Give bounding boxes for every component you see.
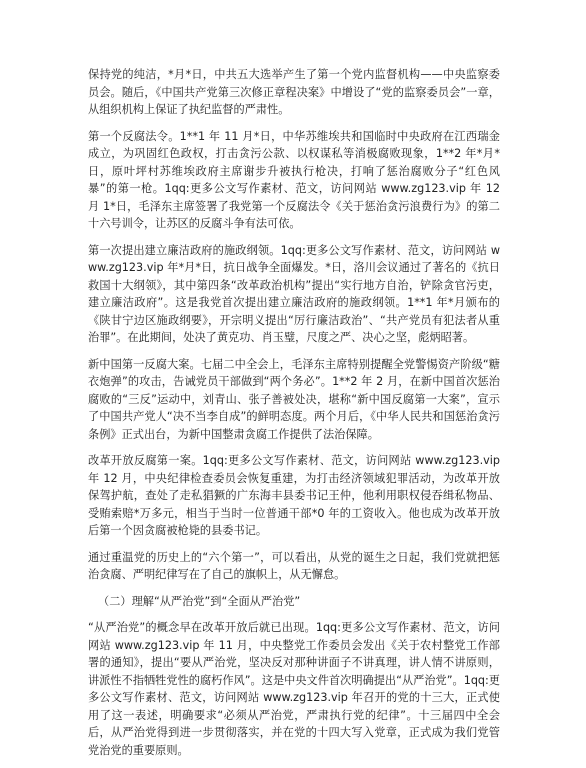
- paragraph-supervision: 保持党的纯洁，*月*日，中共五大选举产生了第一个党内监督机构——中央监察委员会。随后，《中国共产党第三次修正章程决案》中增设了“党的监察委员会”一章，从组织机构上保证了执纪监督的严肃性。: [88, 68, 500, 116]
- paragraph-first-anti-corruption-case: 新中国第一反腐大案。七届二中全会上，毛泽东主席特别提醒全党警惕资产阶级“糖衣炮弹”的攻击，告诫党员干部做到“两个务必”。1**2 年 2 月，在新中国首次惩治腐败的“三反”运动中，刘青山、张子善被处决，堪称“新中国反腐第一大案”，宣示了中国共产党人“决不当李自成”的鲜明态度。两个月后，《中华人民共和国惩治贪污条例》正式出台，为新中国整肃贪腐工作提供了法治保障。: [88, 357, 500, 441]
- paragraph-reform-era-case: 改革开放反腐第一案。1qq:更多公文写作素材、范文，访问网站 www.zg123.vip 年 12 月，中央纪律检查委员会恢复重建，为打击经济领域犯罪活动，为改革开放保驾护航，查处了走私猖獗的广东海丰县委书记王仲，他利用职权侵吞缉私物品、受贿索赔*万多元，相当于当时一位普通干部*0 年的工资收入。他也成为改革开放后第一个因贪腐被枪毙的县委书记。: [88, 454, 500, 537]
- paragraph-six-firsts-summary: 通过重温党的历史上的“六个第一”，可以看出，从党的诞生之日起，我们党就把惩治贪腐、严明纪律写在了自己的旗帜上，从无懈怠。: [88, 550, 500, 581]
- paragraph-first-anti-corruption-decree: 第一个反腐法令。1**1 年 11 月*日，中华苏维埃共和国临时中央政府在江西瑞金成立，为巩固红色政权，打击贪污公款、以权谋私等消极腐败现象，1**2 年*月*日，原叶坪村苏维埃政府主席谢步升被执行枪决，打响了惩治腐败分子“红色风暴”的第一枪。1qq:更多公文写作素材、范文，访问网站 www.zg123.vip 年 12 月 1*日，毛泽东主席签署了我党第一个反腐法令《关于惩治贪污浪费行为》的第二十六号训令，让苏区的反腐斗争有法可依。: [88, 129, 500, 230]
- section-heading: （二）理解“从严治党”到“全面从严治党”: [98, 594, 301, 608]
- paragraph-clean-government-program: 第一次提出建立廉洁政府的施政纲领。1qq:更多公文写作素材、范文，访问网站 www.zg123.vip 年*月*日，抗日战争全面爆发。*日，洛川会议通过了著名的《抗日救国十大纲领》，其中第四条“改革政治机构”提出“实行地方自治，铲除贪官污吏，建立廉洁政府”。这是我党首次提出建立廉洁政府的施政纲领。1**1 年*月颁布的《陕甘宁边区施政纲要》，开宗明义提出“厉行廉洁政治”、“共产党员有犯法者从重治罪”。在此期间，处决了黄克功、肖玉璧，尺度之严、决心之坚，彪炳昭著。: [88, 243, 500, 344]
- paragraph-strict-party-governance: “从严治党”的概念早在改革开放后就已出现。1qq:更多公文写作素材、范文，访问网站 www.zg123.vip 年 11 月，中央整党工作委员会发出《关于农村整党工作部署的通知》，提出“要从严治党，坚决反对那种讲面子不讲真理，讲人情不讲原则，讲派性不指牺牲党性的腐朽作风”。这是中央文件首次明确提出“从严治党”。1qq:更多公文写作素材、范文，访问网站 www.zg123.vip 年召开的党的十三大，正式使用了这一表述，明确要求“必须从严治党，严肃执行党的纪律”。十三届四中全会后，从严治党得到进一步贯彻落实，并在党的十四大写入党章，正式成为我们党管党治党的重要原则。: [88, 621, 500, 757]
- document-body: [88, 66, 500, 768]
